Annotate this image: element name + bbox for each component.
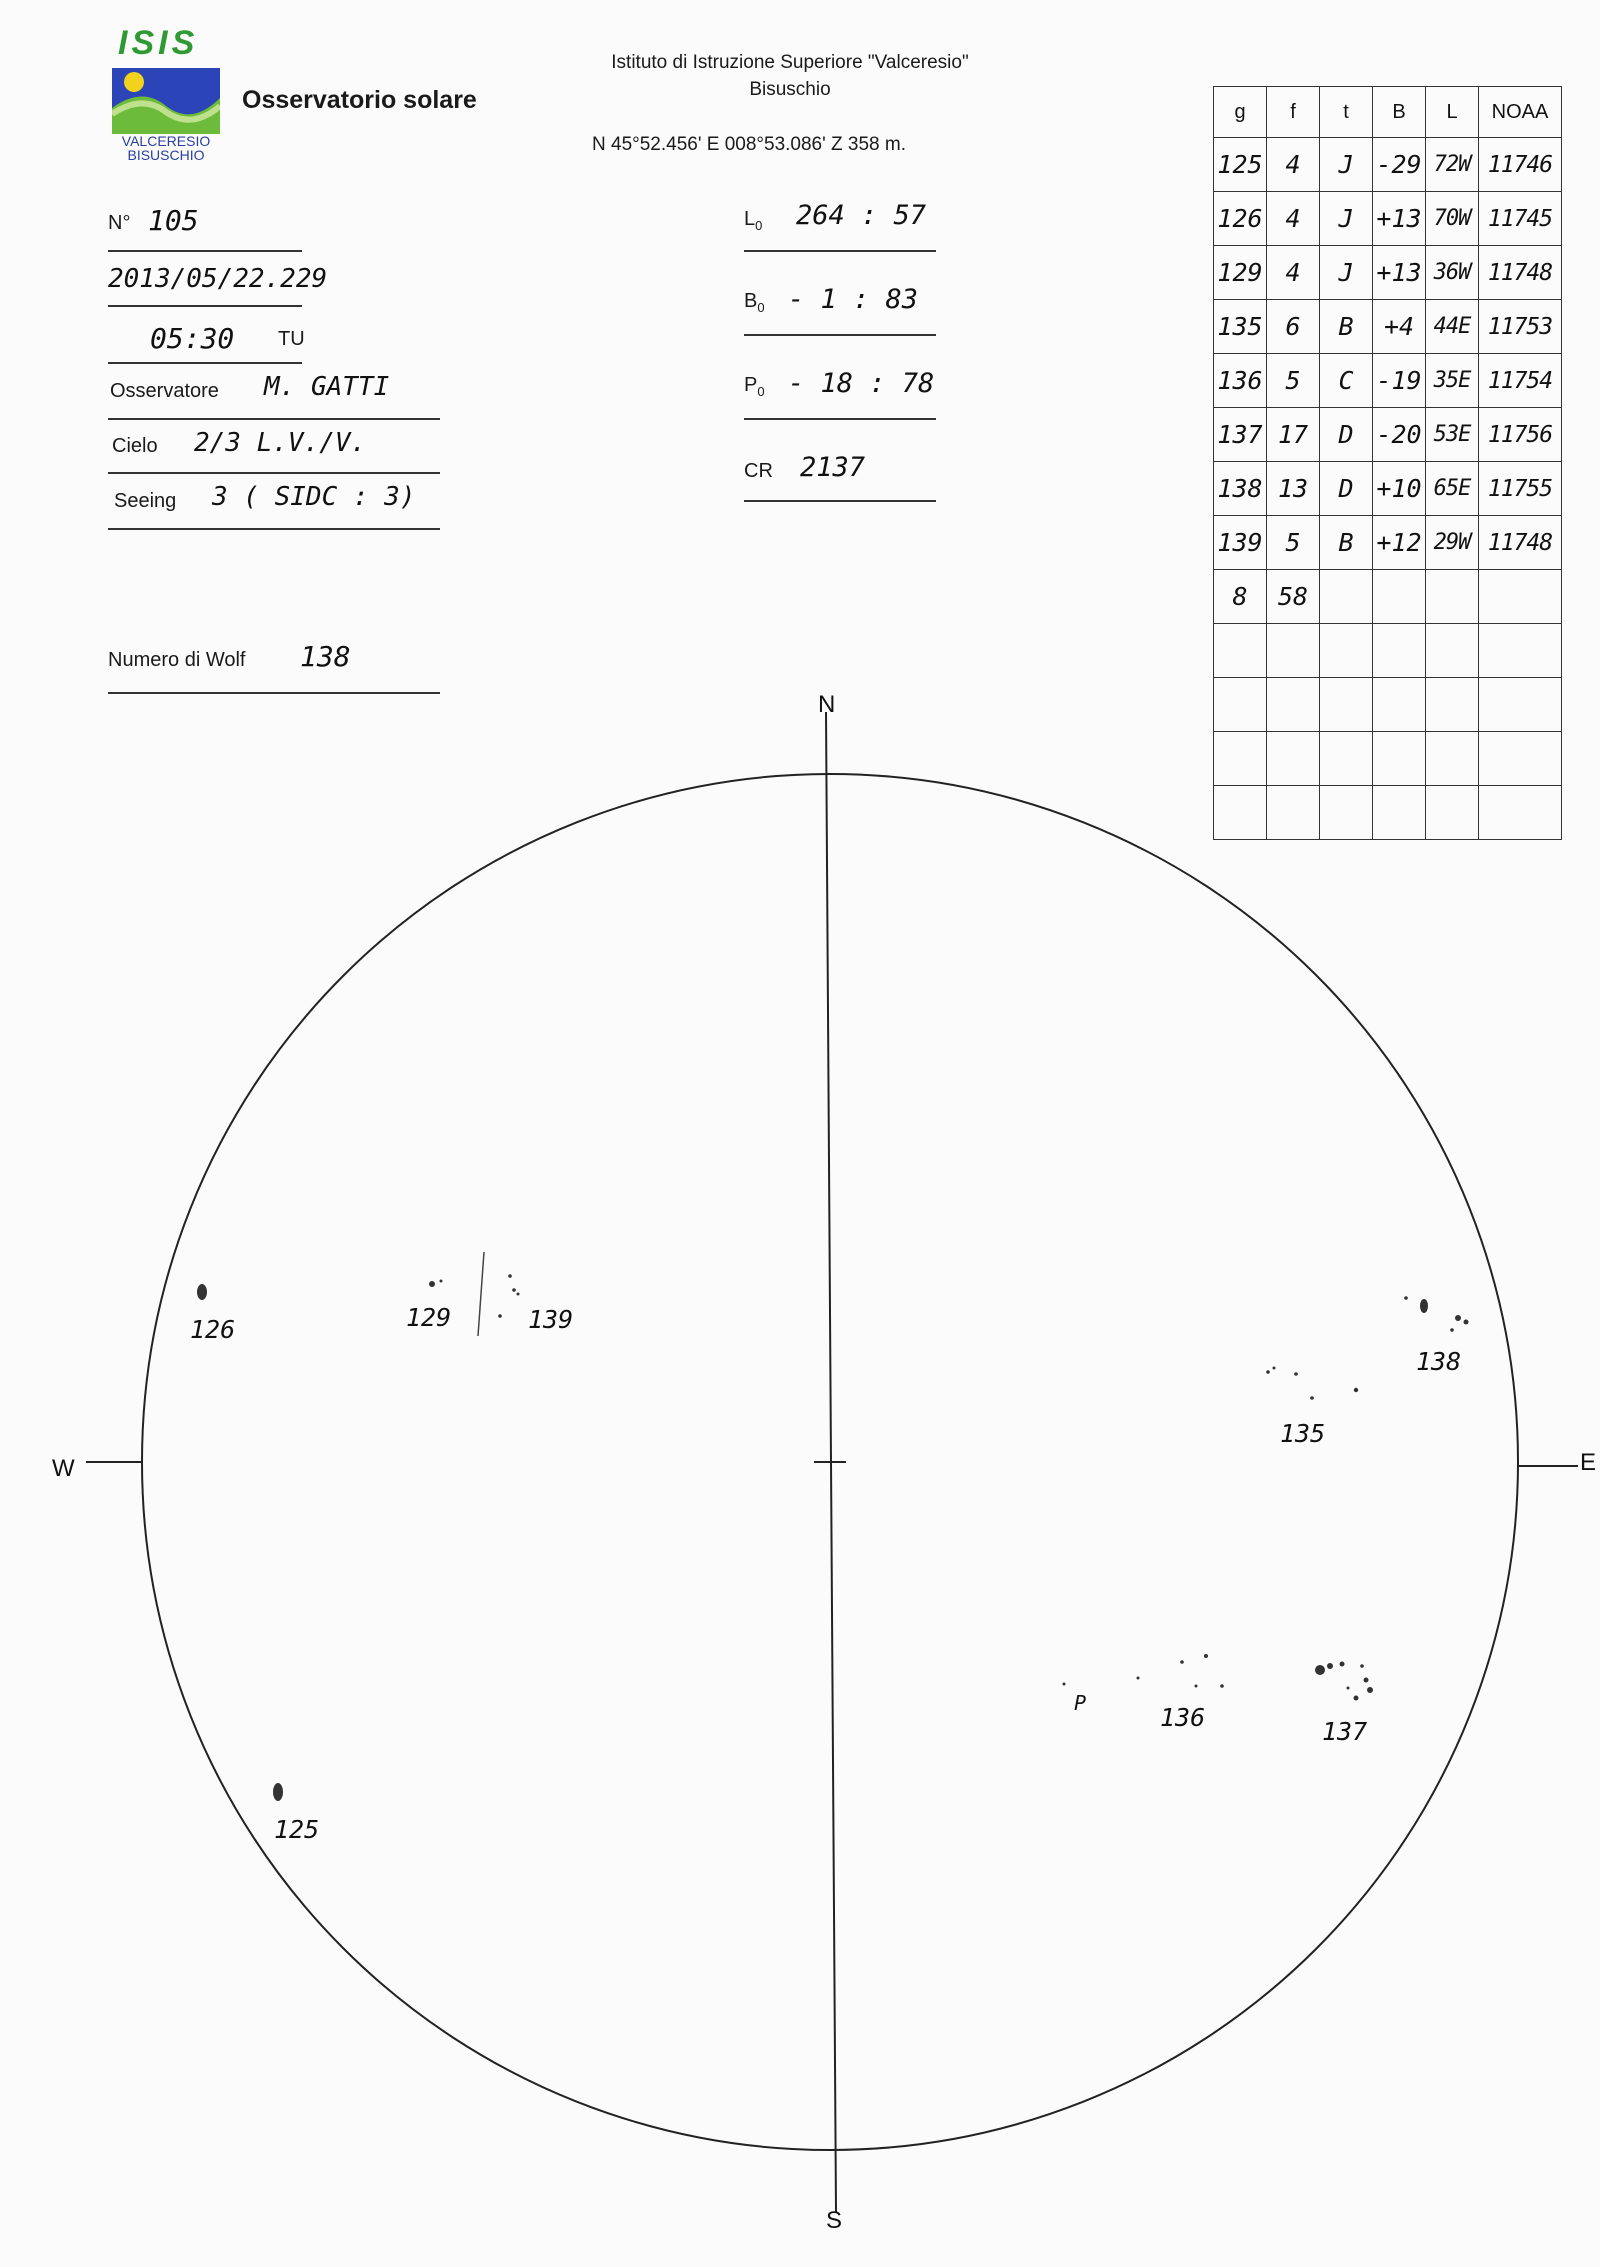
seeing-value: 3 ( SIDC : 3) xyxy=(212,482,416,512)
group-label-135: 135 xyxy=(1280,1419,1326,1448)
sunspot-137e xyxy=(1364,1678,1369,1683)
l0-label: $L_0$ xyxy=(744,208,763,233)
cell-longitude: 44E xyxy=(1426,300,1479,354)
sunspot-136b xyxy=(1180,1660,1184,1664)
cell-latitude: -29 xyxy=(1373,138,1426,192)
header-group: g xyxy=(1214,87,1267,138)
institute-town: Bisuschio xyxy=(749,79,831,100)
sunspot-136d xyxy=(1195,1685,1198,1688)
total-spots: 58 xyxy=(1267,570,1320,624)
cell-latitude: -20 xyxy=(1373,408,1426,462)
cell-spots: 5 xyxy=(1267,516,1320,570)
b0-label: $B_0$ xyxy=(744,290,765,315)
group-label-129: 129 xyxy=(406,1303,452,1332)
observatory-title: Osservatorio solare xyxy=(242,86,477,114)
p0-value: - 18 : 78 xyxy=(788,368,935,399)
sunspot-135d xyxy=(1310,1396,1314,1400)
sunspot-138b xyxy=(1404,1296,1408,1300)
total-group: 8 xyxy=(1214,570,1267,624)
cr-label: CR xyxy=(744,460,773,482)
cell-latitude: +13 xyxy=(1373,246,1426,300)
header-latitude: B xyxy=(1373,87,1426,138)
cell-noaa: 11745 xyxy=(1479,192,1562,246)
group-label-137: 137 xyxy=(1322,1717,1368,1746)
sunspot-136e xyxy=(1220,1684,1224,1688)
cell-group: 135 xyxy=(1214,300,1267,354)
sunspot-137g xyxy=(1354,1696,1359,1701)
sunspot-137d xyxy=(1360,1664,1364,1668)
institute-name: Istituto di Istruzione Superiore "Valceresio" xyxy=(611,52,969,73)
sunspot-137f xyxy=(1367,1687,1373,1693)
sky-value: 2/3 L.V./V. xyxy=(194,428,367,458)
observation-time: 05:30 xyxy=(150,322,235,355)
west-label: W xyxy=(52,1455,75,1482)
sunspot-136c xyxy=(1204,1654,1208,1658)
cell-type: D xyxy=(1320,408,1373,462)
cell-noaa: 11755 xyxy=(1479,462,1562,516)
cell-spots: 13 xyxy=(1267,462,1320,516)
sunspot-129b xyxy=(440,1280,443,1283)
b0-value: - 1 : 83 xyxy=(788,284,919,315)
cell-spots: 5 xyxy=(1267,354,1320,408)
cell-group: 139 xyxy=(1214,516,1267,570)
cell-group: 129 xyxy=(1214,246,1267,300)
sunspot-136a xyxy=(1137,1677,1140,1680)
number-label: N° xyxy=(108,212,131,234)
sunspot-135a xyxy=(1266,1370,1270,1374)
observation-date: 2013/05/22.229 xyxy=(108,264,328,294)
cell-spots: 4 xyxy=(1267,138,1320,192)
cell-longitude: 70W xyxy=(1426,192,1479,246)
logo-caption-line1: VALCERESIO xyxy=(121,133,211,149)
cell-type: B xyxy=(1320,516,1373,570)
cell-type: J xyxy=(1320,192,1373,246)
sunspot-137a xyxy=(1315,1665,1325,1675)
cell-longitude: 72W xyxy=(1426,138,1479,192)
header-type: t xyxy=(1320,87,1373,138)
sunspot-138c xyxy=(1455,1315,1461,1321)
cell-longitude: 65E xyxy=(1426,462,1479,516)
cell-noaa: 11756 xyxy=(1479,408,1562,462)
p-mark: P xyxy=(1074,1691,1087,1715)
sky-label: Cielo xyxy=(112,435,158,457)
wolf-label: Numero di Wolf xyxy=(108,649,246,671)
sunspot-138a xyxy=(1420,1299,1428,1313)
carrington-rotation: 2137 xyxy=(800,452,866,483)
cell-latitude: -19 xyxy=(1373,354,1426,408)
logo-caption-line2: BISUSCHIO xyxy=(127,147,205,163)
sunspot-126 xyxy=(197,1284,207,1300)
sketch-stroke xyxy=(478,1252,484,1336)
sunspot-135b xyxy=(1273,1367,1276,1370)
sunspot-137c xyxy=(1340,1662,1345,1667)
cell-longitude: 35E xyxy=(1426,354,1479,408)
cell-group: 138 xyxy=(1214,462,1267,516)
cell-group: 137 xyxy=(1214,408,1267,462)
sunspot-139a xyxy=(508,1274,512,1278)
cell-type: J xyxy=(1320,138,1373,192)
cell-group: 125 xyxy=(1214,138,1267,192)
header-spots: f xyxy=(1267,87,1320,138)
sunspot-p xyxy=(1063,1683,1066,1686)
group-label-126: 126 xyxy=(190,1315,236,1344)
cell-noaa: 11746 xyxy=(1479,138,1562,192)
header-noaa: NOAA xyxy=(1479,87,1562,138)
cell-type: D xyxy=(1320,462,1373,516)
cell-type: J xyxy=(1320,246,1373,300)
wolf-number: 138 xyxy=(300,640,351,673)
l0-value: 264 : 57 xyxy=(796,200,927,231)
cell-spots: 17 xyxy=(1267,408,1320,462)
group-label-138: 138 xyxy=(1416,1347,1462,1376)
isis-logo-wordmark: ISIS xyxy=(118,24,199,62)
cell-latitude: +10 xyxy=(1373,462,1426,516)
cell-noaa: 11748 xyxy=(1479,246,1562,300)
sunspot-135c xyxy=(1294,1372,1298,1376)
cell-spots: 6 xyxy=(1267,300,1320,354)
sunspot-138d xyxy=(1464,1320,1469,1325)
observation-number: 105 xyxy=(148,204,199,237)
sunspot-129 xyxy=(429,1281,435,1287)
sunspot-135e xyxy=(1354,1388,1358,1392)
sunspot-137b xyxy=(1327,1663,1333,1669)
east-label: E xyxy=(1580,1449,1597,1476)
observer-name: M. GATTI xyxy=(264,372,390,402)
time-unit: TU xyxy=(278,328,305,350)
cell-latitude: +13 xyxy=(1373,192,1426,246)
cell-noaa: 11753 xyxy=(1479,300,1562,354)
cell-type: C xyxy=(1320,354,1373,408)
header-longitude: L xyxy=(1426,87,1479,138)
p0-label: $P_0$ xyxy=(744,374,765,399)
cell-group: 136 xyxy=(1214,354,1267,408)
sunspot-125 xyxy=(273,1783,283,1801)
sunspot-138e xyxy=(1450,1328,1454,1332)
sunspot-137h xyxy=(1347,1687,1350,1690)
sunspot-139c xyxy=(517,1293,520,1296)
cell-latitude: +4 xyxy=(1373,300,1426,354)
cell-spots: 4 xyxy=(1267,192,1320,246)
sunspot-139b xyxy=(512,1288,516,1292)
cell-longitude: 53E xyxy=(1426,408,1479,462)
cell-group: 126 xyxy=(1214,192,1267,246)
group-label-139: 139 xyxy=(528,1305,574,1334)
south-label: S xyxy=(826,2207,843,2234)
group-label-125: 125 xyxy=(274,1815,320,1844)
group-label-136: 136 xyxy=(1160,1703,1206,1732)
cell-longitude: 29W xyxy=(1426,516,1479,570)
north-label: N xyxy=(818,691,836,718)
observatory-coordinates: N 45°52.456' E 008°53.086' Z 358 m. xyxy=(592,134,906,155)
observer-label: Osservatore xyxy=(110,380,219,402)
cell-spots: 4 xyxy=(1267,246,1320,300)
cell-noaa: 11754 xyxy=(1479,354,1562,408)
cell-longitude: 36W xyxy=(1426,246,1479,300)
cell-type: B xyxy=(1320,300,1373,354)
seeing-label: Seeing xyxy=(114,490,177,512)
sunspot-139d xyxy=(498,1314,502,1318)
cell-noaa: 11748 xyxy=(1479,516,1562,570)
cell-latitude: +12 xyxy=(1373,516,1426,570)
